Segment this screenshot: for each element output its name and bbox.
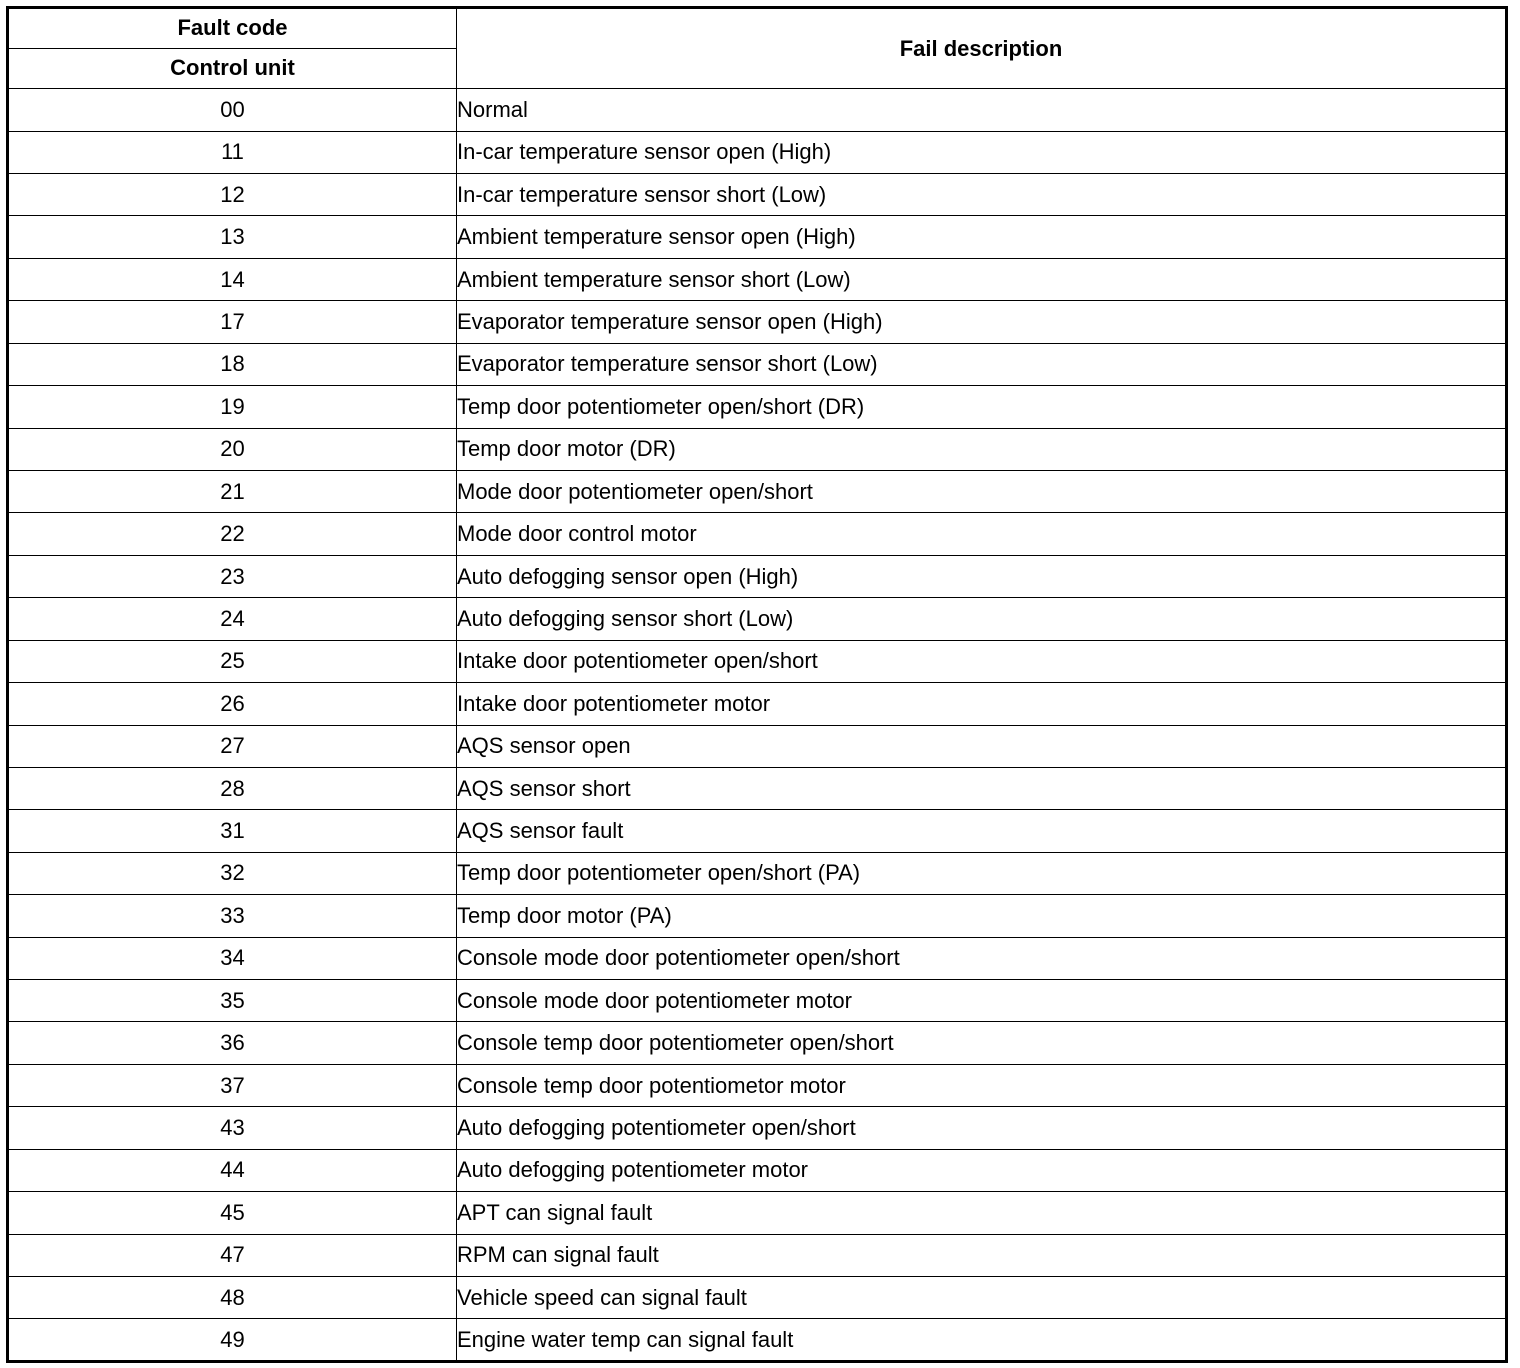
fault-code-cell: 19 — [8, 386, 457, 428]
fault-code-cell: 25 — [8, 640, 457, 682]
fault-code-cell: 36 — [8, 1022, 457, 1064]
table-row — [8, 640, 1507, 682]
fail-description-cell: Mode door control motor — [457, 513, 1507, 555]
fault-code-cell: 44 — [8, 1149, 457, 1191]
fault-code-cell: 31 — [8, 810, 457, 852]
fail-description-cell: Mode door potentiometer open/short — [457, 470, 1507, 512]
fault-code-cell: 33 — [8, 895, 457, 937]
header-fault-code: Fault code — [8, 8, 457, 49]
table-row — [8, 555, 1507, 597]
fault-code-cell: 27 — [8, 725, 457, 767]
table-row — [8, 513, 1507, 555]
fail-description-cell: Console mode door potentiometer open/short — [457, 937, 1507, 979]
fail-description-cell: Engine water temp can signal fault — [457, 1319, 1507, 1362]
fault-code-cell: 14 — [8, 258, 457, 300]
fault-code-cell: 21 — [8, 470, 457, 512]
fail-description-cell: Vehicle speed can signal fault — [457, 1277, 1507, 1319]
fail-description-cell: Temp door potentiometer open/short (DR) — [457, 386, 1507, 428]
fault-code-cell: 49 — [8, 1319, 457, 1362]
table-row — [8, 174, 1507, 216]
fail-description-cell: Evaporator temperature sensor open (High) — [457, 301, 1507, 343]
fault-code-cell: 11 — [8, 131, 457, 173]
table-row — [8, 1022, 1507, 1064]
table-row — [8, 258, 1507, 300]
fail-description-cell: Evaporator temperature sensor short (Low) — [457, 343, 1507, 385]
table-row — [8, 1149, 1507, 1191]
fault-code-cell: 20 — [8, 428, 457, 470]
table-row — [8, 1234, 1507, 1276]
fail-description-cell: Console temp door potentiometor motor — [457, 1064, 1507, 1106]
table-row — [8, 89, 1507, 131]
fail-description-cell: Temp door motor (PA) — [457, 895, 1507, 937]
table-row — [8, 216, 1507, 258]
table-row — [8, 1319, 1507, 1362]
table-row — [8, 301, 1507, 343]
fault-code-cell: 12 — [8, 174, 457, 216]
table-row — [8, 937, 1507, 979]
fail-description-cell: Ambient temperature sensor short (Low) — [457, 258, 1507, 300]
table-row — [8, 428, 1507, 470]
fail-description-cell: RPM can signal fault — [457, 1234, 1507, 1276]
table-row — [8, 386, 1507, 428]
table-row — [8, 767, 1507, 809]
fail-description-cell: Normal — [457, 89, 1507, 131]
fault-code-cell: 47 — [8, 1234, 457, 1276]
fail-description-cell: APT can signal fault — [457, 1192, 1507, 1234]
table-row — [8, 470, 1507, 512]
table-row — [8, 895, 1507, 937]
fail-description-cell: In-car temperature sensor open (High) — [457, 131, 1507, 173]
fail-description-cell: AQS sensor short — [457, 767, 1507, 809]
fault-code-cell: 48 — [8, 1277, 457, 1319]
fault-rows — [8, 89, 1507, 1362]
fault-code-cell: 43 — [8, 1107, 457, 1149]
header-row-top — [8, 8, 1507, 49]
fault-code-cell: 13 — [8, 216, 457, 258]
fail-description-cell: Intake door potentiometer open/short — [457, 640, 1507, 682]
fail-description-cell: Console temp door potentiometer open/short — [457, 1022, 1507, 1064]
fault-code-cell: 23 — [8, 555, 457, 597]
table-row — [8, 1064, 1507, 1106]
fault-code-cell: 17 — [8, 301, 457, 343]
table-row — [8, 343, 1507, 385]
fault-code-cell: 34 — [8, 937, 457, 979]
fail-description-cell: Temp door potentiometer open/short (PA) — [457, 852, 1507, 894]
table-row — [8, 980, 1507, 1022]
fail-description-cell: In-car temperature sensor short (Low) — [457, 174, 1507, 216]
fail-description-cell: Auto defogging potentiometer open/short — [457, 1107, 1507, 1149]
table-row — [8, 810, 1507, 852]
fail-description-cell: Intake door potentiometer motor — [457, 683, 1507, 725]
table-row — [8, 852, 1507, 894]
table-row — [8, 683, 1507, 725]
table-row — [8, 1107, 1507, 1149]
table-row — [8, 1277, 1507, 1319]
fail-description-cell: Auto defogging sensor open (High) — [457, 555, 1507, 597]
fail-description-cell: Auto defogging potentiometer motor — [457, 1149, 1507, 1191]
table-row — [8, 131, 1507, 173]
fail-description-cell: Console mode door potentiometer motor — [457, 980, 1507, 1022]
fault-code-table — [6, 6, 1508, 1363]
table-row — [8, 725, 1507, 767]
fail-description-cell: Temp door motor (DR) — [457, 428, 1507, 470]
fault-code-cell: 45 — [8, 1192, 457, 1234]
fault-code-cell: 00 — [8, 89, 457, 131]
fault-code-cell: 35 — [8, 980, 457, 1022]
fault-code-cell: 18 — [8, 343, 457, 385]
fault-code-cell: 24 — [8, 598, 457, 640]
fail-description-cell: AQS sensor open — [457, 725, 1507, 767]
fault-code-cell: 28 — [8, 767, 457, 809]
fault-code-cell: 26 — [8, 683, 457, 725]
fail-description-cell: Auto defogging sensor short (Low) — [457, 598, 1507, 640]
header-control-unit: Control unit — [8, 48, 457, 89]
fail-description-cell: Ambient temperature sensor open (High) — [457, 216, 1507, 258]
table-row — [8, 598, 1507, 640]
table-row — [8, 1192, 1507, 1234]
fail-description-cell: AQS sensor fault — [457, 810, 1507, 852]
fault-code-cell: 37 — [8, 1064, 457, 1106]
fault-code-cell: 32 — [8, 852, 457, 894]
fault-code-cell: 22 — [8, 513, 457, 555]
header-fail-description: Fail description — [457, 8, 1507, 89]
